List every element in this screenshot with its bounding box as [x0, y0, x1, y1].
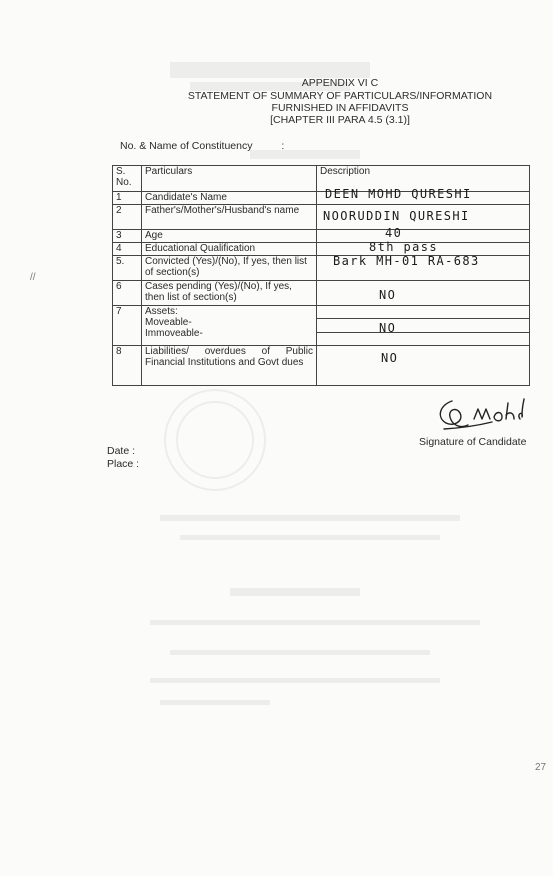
- table-row: [113, 205, 530, 230]
- row-particular: Candidate's Name: [142, 192, 317, 205]
- statement-title: STATEMENT OF SUMMARY OF PARTICULARS/INFORMATION: [187, 90, 493, 102]
- candidate-name-value: DEEN MOHD QURESHI: [325, 187, 472, 201]
- table-row: [113, 346, 530, 386]
- statement-subtitle: FURNISHED IN AFFIDAVITS: [271, 102, 409, 114]
- row-description: [317, 256, 530, 281]
- row-description: [317, 205, 530, 230]
- date-label: Date :: [107, 445, 136, 457]
- assets-divider: [317, 318, 529, 319]
- row-sno: 1: [113, 192, 142, 205]
- row-particular: [142, 306, 317, 346]
- row-particular: Father's/Mother's/Husband's name: [142, 205, 317, 230]
- chapter-reference: [CHAPTER III PARA 4.5 (3.1)]: [270, 114, 410, 126]
- moveable-label: Moveable-: [145, 317, 192, 328]
- constituency-label: No. & Name of Constituency: [120, 140, 253, 152]
- table-row: [113, 256, 530, 281]
- row-particular: Liabilities/ overdues of Public Financial Institutions and Govt dues: [142, 346, 317, 386]
- page-number: 27: [535, 762, 547, 773]
- row-sno: 5.: [113, 256, 142, 281]
- table-row: [113, 306, 530, 346]
- row-particular: Convicted (Yes)/(No), If yes, then list of section(s): [142, 256, 317, 281]
- row-sno: 2: [113, 205, 142, 230]
- table-row: [113, 281, 530, 306]
- row-sno: 6: [113, 281, 142, 306]
- table-row: [113, 192, 530, 205]
- row-description: [317, 187, 530, 205]
- row-description: [317, 306, 530, 346]
- assets-value: NO: [379, 321, 397, 335]
- handwritten-signature-icon: [430, 395, 530, 435]
- liabilities-value: NO: [381, 351, 399, 365]
- summary-table: [112, 165, 530, 386]
- header-sno: S. No.: [113, 166, 142, 192]
- assets-label: Assets:: [145, 306, 178, 317]
- row-particular: Age: [142, 230, 317, 243]
- constituency-field: [120, 140, 284, 152]
- row-sno: 8: [113, 346, 142, 386]
- father-name-value: NOORUDDIN QURESHI: [323, 209, 470, 223]
- row-sno: 7: [113, 306, 142, 346]
- edge-mark: //: [30, 272, 36, 283]
- table-row: [113, 230, 530, 243]
- row-sno: 4: [113, 243, 142, 256]
- header-particulars: Particulars: [142, 166, 317, 192]
- place-label: Place :: [107, 458, 140, 470]
- row-description: [317, 281, 530, 306]
- education-value: 8th pass: [369, 240, 438, 254]
- row-particular: Educational Qualification: [142, 243, 317, 256]
- signature-label: Signature of Candidate: [419, 436, 527, 448]
- constituency-colon: :: [281, 140, 285, 152]
- convicted-value: Bark MH-01 RA-683: [333, 254, 480, 268]
- age-value: 40: [385, 226, 403, 240]
- cases-pending-value: NO: [379, 288, 397, 302]
- faint-seal-icon: [165, 390, 265, 490]
- immoveable-label: Immoveable-: [145, 328, 203, 339]
- appendix-title: APPENDIX VI C: [301, 77, 379, 89]
- row-description: [317, 346, 530, 386]
- row-particular: Cases pending (Yes)/(No), If yes, then list of section(s): [142, 281, 317, 306]
- header-description: Description: [317, 166, 530, 192]
- row-sno: 3: [113, 230, 142, 243]
- assets-divider: [317, 332, 529, 333]
